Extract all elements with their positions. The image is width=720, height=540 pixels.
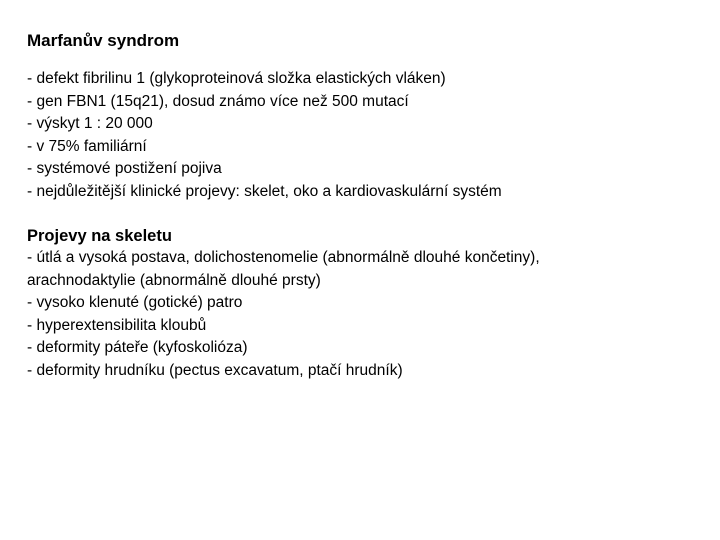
list-item: - výskyt 1 : 20 000 (27, 115, 153, 132)
list-item: - v 75% familiární (27, 137, 147, 155)
slide-content (27, 30, 707, 203)
list-item: - gen FBN1 (15q21), dosud známo více než 500 mutací (27, 92, 409, 110)
section-heading: Projevy na skeletu (27, 227, 172, 245)
list-item: - útlá a vysoká postava, dolichostenomelie (abnormálně dlouhé končetiny), (27, 249, 540, 266)
list-item: - deformity páteře (kyfoskolióza) (27, 339, 248, 356)
list-item: - deformity hrudníku (pectus excavatum, ptačí hrudník) (27, 361, 403, 379)
list-item: - vysoko klenuté (gotické) patro (27, 294, 243, 311)
page-title: Marfanův syndrom (27, 31, 180, 50)
list-item-continuation: arachnodaktylie (abnormálně dlouhé prsty) (27, 271, 321, 289)
list-item: - defekt fibrilinu 1 (glykoproteinová složka elastických vláken) (27, 70, 446, 87)
list-item: - nejdůležitější klinické projevy: skelet, oko a kardiovaskulární systém (27, 182, 502, 200)
list-item: - hyperextensibilita kloubů (27, 316, 207, 334)
intro-list (27, 68, 707, 203)
skeleton-section (27, 225, 707, 382)
list-item: - systémové postižení pojiva (27, 160, 222, 177)
